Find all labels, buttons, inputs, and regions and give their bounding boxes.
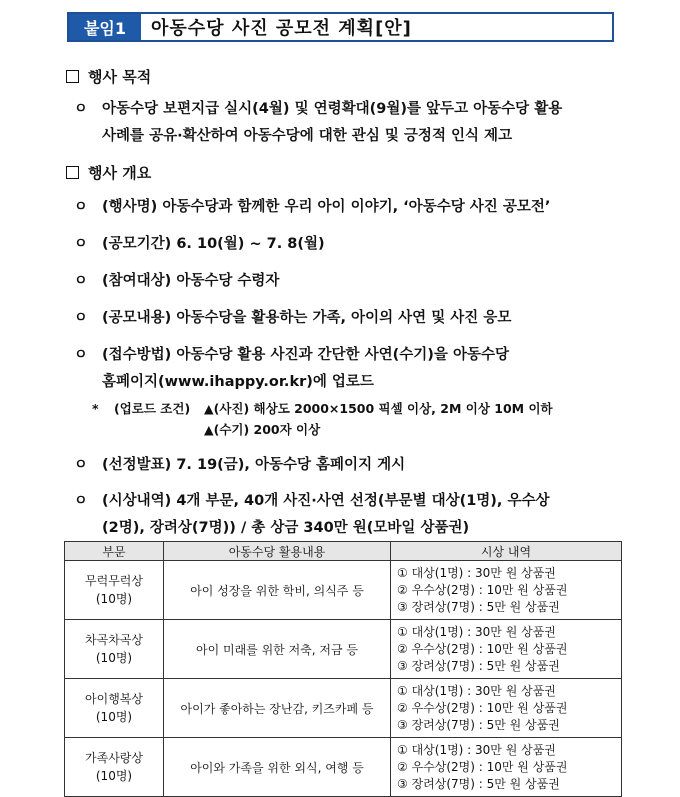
table-row [65,561,622,620]
award-line-2: (2명), 장려상(7명)) / 총 상금 340만 원(모바일 상품권) [102,520,470,536]
category-cell [65,679,164,738]
table-header-row [65,542,622,561]
square-bullet-icon [66,70,79,83]
circle-bullet-icon: ㅇ [74,101,88,117]
document-title-box [67,12,614,42]
category-cell [65,738,164,797]
table-row [65,620,622,679]
circle-bullet-icon: ㅇ [74,347,88,363]
category-cell [65,620,164,679]
prize-line: ③ 장려상(7명) : 5만 원 상품권 [397,599,560,614]
usage-cell: 아이 성장을 위한 학비, 의식주 등 [164,561,391,620]
circle-bullet-icon: ㅇ [74,236,88,252]
table-row [65,679,622,738]
category-name: 차곡차곡상 [85,633,143,647]
overview-item [74,231,634,258]
submit-line-2: 홈페이지(www.ihappy.or.kr)에 업로드 [102,374,374,390]
prize-line: ③ 장려상(7명) : 5만 원 상품권 [397,776,560,791]
prize-line: ① 대상(1명) : 30만 원 상품권 [397,683,556,698]
award-line-1: (시상내역) 4개 부문, 40개 사진·사연 선정(부문별 대상(1명), 우수상 [102,493,550,509]
attachment-tag: 붙임1 [69,14,141,40]
announce-item [74,452,634,479]
circle-bullet-icon: ㅇ [74,310,88,326]
submit-item [74,342,634,396]
circle-bullet-icon: ㅇ [74,273,88,289]
upload-text-condition: ▲(수기) 200자 이상 [204,422,321,437]
category-count: (10명) [95,651,133,665]
overview-item-text: (공모기간) 6. 10(월) ~ 7. 8(월) [102,236,325,252]
overview-item-text: (공모내용) 아동수당을 활용하는 가족, 아이의 사연 및 사진 응모 [102,310,512,326]
overview-item [74,194,634,221]
submit-line-1: (접수방법) 아동수당 활용 사진과 간단한 사연(수기)을 아동수당 [102,347,509,363]
prize-line: ① 대상(1명) : 30만 원 상품권 [397,565,556,580]
prize-line: ② 우수상(2명) : 10만 원 상품권 [397,759,568,774]
category-name: 무럭무럭상 [85,574,143,588]
circle-bullet-icon: ㅇ [74,457,88,473]
overview-item-text: (행사명) 아동수당과 함께한 우리 아이 이야기, ‘아동수당 사진 공모전’ [102,199,551,215]
overview-item-text: (참여대상) 아동수당 수령자 [102,273,280,289]
asterisk-mark: * [92,401,99,416]
overview-item [74,268,634,295]
upload-conditions-note [92,398,553,440]
document-title: 아동수당 사진 공모전 계획[안] [151,18,412,39]
column-header-usage: 아동수당 활용내용 [164,542,391,561]
column-header-prizes: 시상 내역 [391,542,622,561]
prize-line: ② 우수상(2명) : 10만 원 상품권 [397,700,568,715]
category-cell [65,561,164,620]
prize-cell [391,738,622,797]
category-count: (10명) [95,769,133,783]
category-name: 가족사랑상 [85,751,143,765]
prize-cell [391,561,622,620]
purpose-line-1: 아동수당 보편지급 실시(4월) 및 연령확대(9월)를 앞두고 아동수당 활용 [102,101,563,117]
square-bullet-icon [66,166,79,179]
section-heading-text: 행사 개요 [88,164,152,182]
overview-item [74,305,634,332]
purpose-line-2: 사례를 공유·확산하여 아동수당에 대한 관심 및 긍정적 인식 제고 [102,128,513,144]
award-item [74,488,634,542]
prize-line: ① 대상(1명) : 30만 원 상품권 [397,742,556,757]
table-row [65,738,622,797]
category-count: (10명) [95,592,133,606]
announce-item-text: (선정발표) 7. 19(금), 아동수당 홈페이지 게시 [102,457,406,473]
prize-line: ③ 장려상(7명) : 5만 원 상품권 [397,658,560,673]
section-heading-text: 행사 목적 [88,68,152,86]
usage-cell: 아이가 좋아하는 장난감, 키즈카페 등 [164,679,391,738]
prize-line: ③ 장려상(7명) : 5만 원 상품권 [397,717,560,732]
category-name: 아이행복상 [85,692,143,706]
upload-photo-condition: ▲(사진) 해상도 2000×1500 픽셀 이상, 2M 이상 10M 이하 [204,401,553,416]
purpose-item [74,96,634,150]
circle-bullet-icon: ㅇ [74,199,88,215]
prize-line: ① 대상(1명) : 30만 원 상품권 [397,624,556,639]
section-heading-purpose [66,66,151,87]
usage-cell: 아이 미래를 위한 저축, 저금 등 [164,620,391,679]
prize-cell [391,679,622,738]
column-header-category: 부문 [65,542,164,561]
circle-bullet-icon: ㅇ [74,493,88,509]
prize-cell [391,620,622,679]
usage-cell: 아이와 가족을 위한 외식, 여행 등 [164,738,391,797]
category-count: (10명) [95,710,133,724]
prize-table [64,541,622,797]
prize-line: ② 우수상(2명) : 10만 원 상품권 [397,582,568,597]
upload-conditions-label: (업로드 조건) [114,401,191,416]
section-heading-overview [66,162,151,183]
prize-line: ② 우수상(2명) : 10만 원 상품권 [397,641,568,656]
